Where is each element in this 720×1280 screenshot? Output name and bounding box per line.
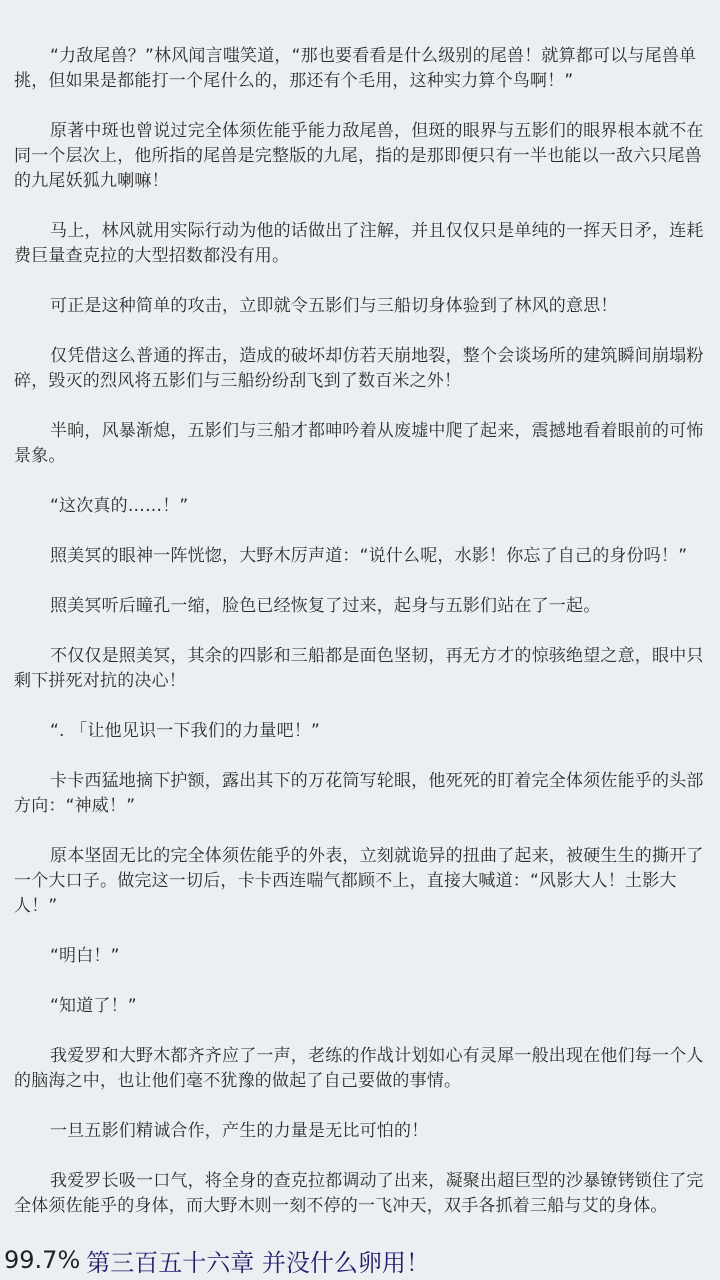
paragraph: 我爱罗长吸一口气，将全身的查克拉都调动了出来，凝聚出超巨型的沙暴镣铐锁住了完全体须佐能乎的身体，而大野木则一刻不停的一飞冲天，双手各抓着三船与艾的身体。: [14, 1171, 704, 1216]
paragraph: 半晌，风暴渐熄，五影们与三船才都呻吟着从废墟中爬了起来，震撼地看着眼前的可怖景象。: [14, 421, 704, 466]
paragraph: 照美冥听后瞳孔一缩，脸色已经恢复了过来，起身与五影们站在了一起。: [50, 596, 601, 616]
paragraph: 原本坚固无比的完全体须佐能乎的外表，立刻就诡异的扭曲了起来，被硬生生的撕开了一个大口子。做完这一切后，卡卡西连喘气都顾不上，直接大喊道：“风影大人！土影大人！”: [14, 846, 704, 916]
paragraph: 不仅仅是照美冥，其余的四影和三船都是面色坚韧，再无方才的惊骇绝望之意，眼中只剩下拼死对抗的决心！: [14, 646, 704, 691]
paragraph: 照美冥的眼神一阵恍惚，大野木厉声道：“说什么呢，水影！你忘了自己的身份吗！”: [50, 546, 688, 566]
paragraph: 马上，林风就用实际行动为他的话做出了注解，并且仅仅只是单纯的一挥天日矛，连耗费巨量查克拉的大型招数都没有用。: [14, 221, 704, 266]
paragraph: 一旦五影们精诚合作，产生的力量是无比可怕的！: [50, 1121, 429, 1141]
paragraph: “明白！”: [50, 946, 120, 966]
paragraph: 我爱罗和大野木都齐齐应了一声，老练的作战计划如心有灵犀一般出现在他们每一个人的脑海之中，也让他们毫不犹豫的做起了自己要做的事情。: [14, 1046, 704, 1091]
paragraph: “. 「让他见识一下我们的力量吧！”: [50, 721, 321, 741]
reading-status-bar: [0, 1240, 720, 1280]
paragraph: 卡卡西猛地摘下护额，露出其下的万花筒写轮眼，他死死的盯着完全体须佐能乎的头部方向：“神威！”: [14, 771, 704, 816]
paragraph: “知道了！”: [50, 996, 137, 1016]
paragraph: “这次真的……！”: [50, 496, 189, 516]
paragraph: 原著中斑也曾说过完全体须佐能乎能力敌尾兽，但斑的眼界与五影们的眼界根本就不在同一个层次上，他所指的尾兽是完整版的九尾，指的是那即便只有一半也能以一敌六只尾兽的九尾妖狐九喇嘛！: [14, 121, 704, 191]
paragraph: 可正是这种简单的攻击，立即就令五影们与三船切身体验到了林风的意思！: [50, 296, 618, 316]
chapter-title: 第三百五十六章 并没什么卵用！: [86, 1248, 430, 1277]
paragraph: 仅凭借这么普通的挥击，造成的破坏却仿若天崩地裂，整个会谈场所的建筑瞬间崩塌粉碎，毁灭的烈风将五影们与三船纷纷刮飞到了数百米之外！: [14, 346, 704, 391]
reading-progress: 99.7%: [4, 1246, 81, 1274]
paragraph: “力敌尾兽？”林风闻言嗤笑道，“那也要看看是什么级别的尾兽！就算都可以与尾兽单挑，但如果是都能打一个尾什么的，那还有个毛用，这种实力算个鸟啊！”: [14, 46, 697, 91]
